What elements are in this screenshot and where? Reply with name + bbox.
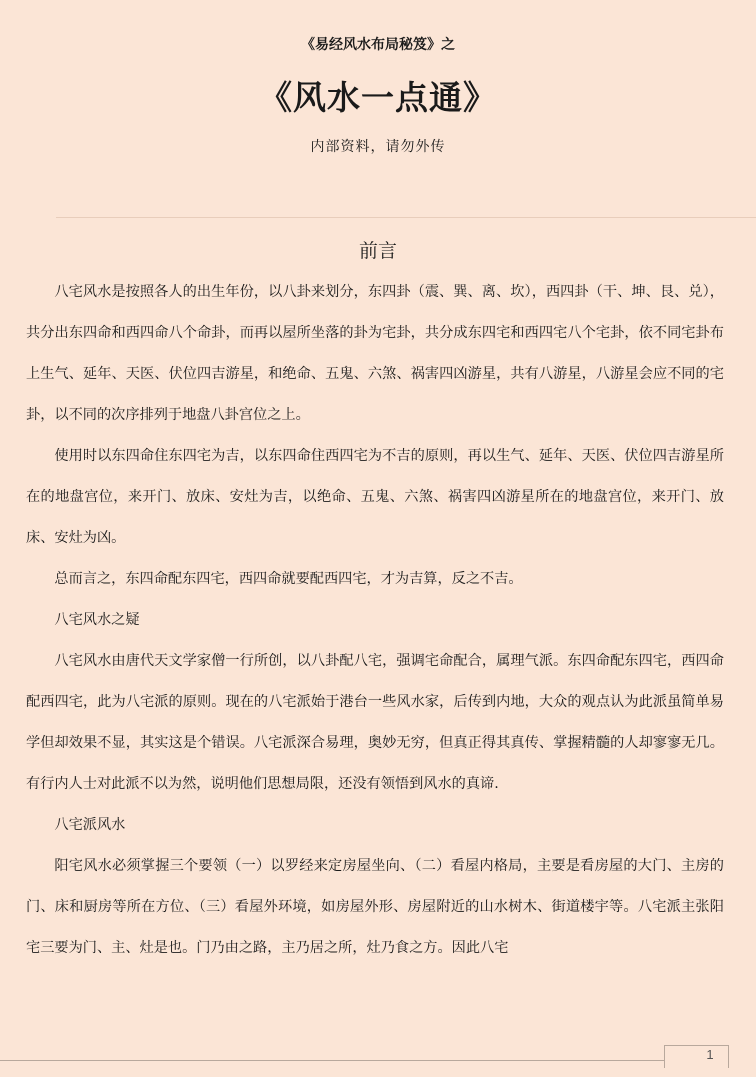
subheading: 八宅派风水 [54, 817, 126, 833]
paragraph: 阳宅风水必须掌握三个要领（一）以罗经来定房屋坐向、（二）看屋内格局，主要是看房屋的大门、主房的门、床和厨房等所在方位、（三）看屋外环境，如房屋外形、房屋附近的山水树木、街道楼宇等。八宅派主张阳宅三要为门、主、灶是也。门乃由之路，主乃居之所，灶乃食之方。因此八宅 [26, 858, 724, 956]
subheading: 八宅风水之疑 [54, 612, 140, 628]
book-series-title: 《易经风水布局秘笈》之 [301, 37, 455, 53]
document-body [26, 272, 724, 969]
paragraph: 总而言之，东四命配东四宅，西四命就要配西四宅，才为吉算，反之不吉。 [54, 571, 523, 587]
confidential-note: 内部资料，请勿外传 [310, 139, 446, 155]
paragraph: 八宅风水是按照各人的出生年份，以八卦来划分，东四卦（震、巽、离、坎），西四卦（干、坤、艮、兑），共分出东四命和西四命八个命卦，而再以屋所坐落的卦为宅卦，共分成东四宅和西四宅八个宅卦，依不同宅卦布上生气、延年、天医、伏位四吉游星，和绝命、五鬼、六煞、祸害四凶游星，共有八游星，八游星会应不同的宅卦，以不同的次序排列于地盘八卦宫位之上。 [26, 284, 724, 423]
paragraph: 八宅风水由唐代天文学家僧一行所创，以八卦配八宅，强调宅命配合，属理气派。东四命配东四宅，西四命配西四宅，此为八宅派的原则。现在的八宅派始于港台一些风水家，后传到内地，大众的观点认为此派虽简单易学但却效果不显，其实这是个错误。八宅派深合易理，奥妙无穷，但真正得其真传、掌握精髓的人却寥寥无几。有行内人士对此派不以为然，说明他们思想局限，还没有领悟到风水的真谛. [26, 653, 724, 792]
document-title: 《风水一点通》 [259, 78, 497, 117]
paragraph: 使用时以东四命住东四宅为吉，以东四命住西四宅为不吉的原则，再以生气、延年、天医、伏位四吉游星所在的地盘宫位，来开门、放床、安灶为吉，以绝命、五鬼、六煞、祸害四凶游星所在的地盘宫位，来开门、放床、安灶为凶。 [26, 448, 724, 546]
page-number: 1 [706, 1047, 714, 1062]
footer-divider [0, 1060, 664, 1061]
header-divider [56, 217, 756, 218]
section-title-preface: 前言 [358, 240, 397, 262]
